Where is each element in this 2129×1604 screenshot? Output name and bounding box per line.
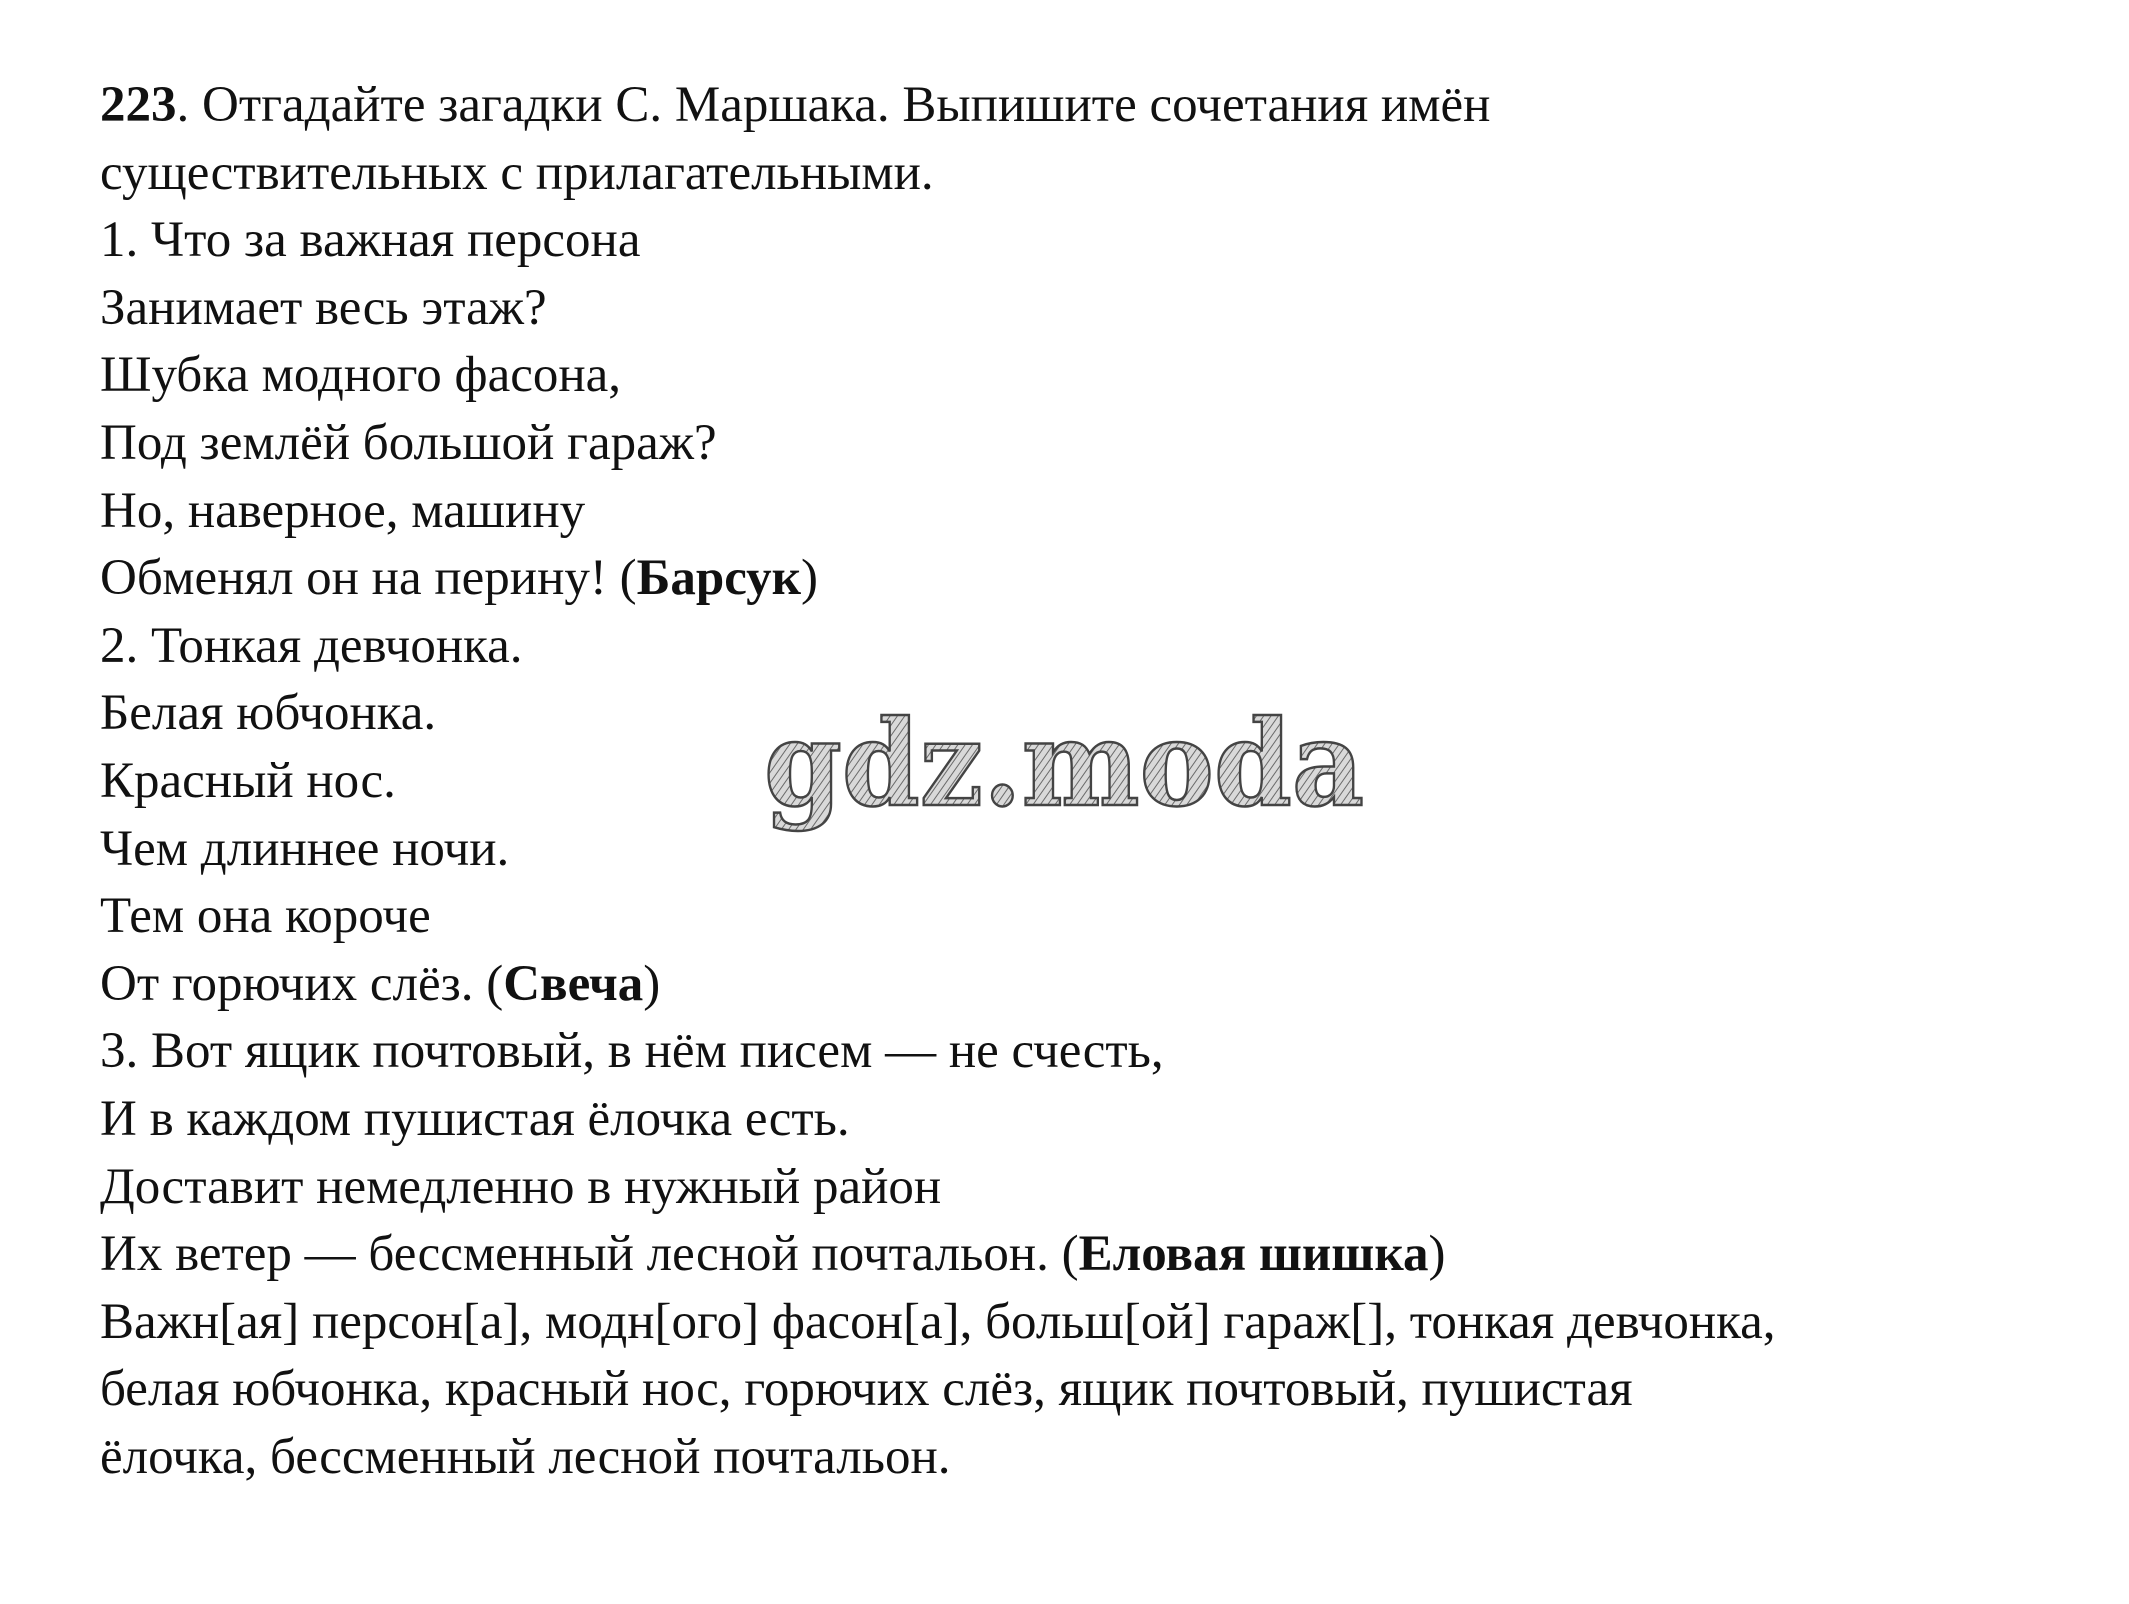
instruction-text: . Отгадайте загадки С. Маршака. Выпишите сочетания имён [176,77,1491,133]
riddle-line: Но, наверное, машину [100,482,586,539]
riddle-answer: Барсук [636,550,802,607]
instruction-line: существительных с прилагательными. [100,144,934,201]
answer-line: ёлочка, бессменный лесной почтальон. [100,1428,951,1485]
riddle-answer: Свеча [503,955,644,1012]
riddle-line: И в каждом пушистая ёлочка есть. [100,1090,850,1147]
instruction-line [100,72,2080,140]
riddle-line: Занимает весь этаж? [100,279,547,336]
riddle-line: Тем она короче [100,888,431,945]
riddle-line: 1. Что за важная персона [100,212,641,269]
riddle-answer-line: От горючих слёз. (Свеча) [100,955,661,1012]
riddle-line: Под землёй большой гараж? [100,414,717,471]
watermark-logo [758,705,1370,855]
riddle-line: Белая юбчонка. [100,685,437,742]
watermark-text: gdz.moda [764,705,1364,833]
answer-line: белая юбчонка, красный нос, горючих слёз, ящик почтовый, пушистая [100,1361,1633,1418]
riddle-line: Шубка модного фасона, [100,347,622,404]
riddle-answer-line: Их ветер — бессменный лесной почтальон. (Еловая шишка) [100,1226,1446,1283]
answer-line: Важн[ая] персон[а], модн[ого] фасон[а], больш[ой] гараж[], тонкая девчонка, [100,1293,1776,1350]
riddle-line: Доставит немедленно в нужный район [100,1158,942,1215]
task-number: 223 [100,77,177,133]
riddle-line: 2. Тонкая девчонка. [100,617,523,674]
riddle-answer-line: Обменял он на перину! (Барсук) [100,550,819,607]
riddle-line: Чем длиннее ночи. [100,820,510,877]
riddle-line: Красный нос. [100,752,396,809]
riddle-line: 3. Вот ящик почтовый, в нём писем — не счесть, [100,1023,1164,1080]
riddle-answer: Еловая шишка [1078,1226,1429,1283]
watermark-svg [758,705,1370,855]
